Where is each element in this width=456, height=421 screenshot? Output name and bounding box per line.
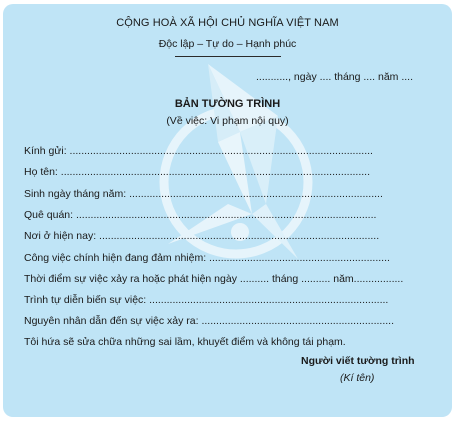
document-title: BẢN TƯỜNG TRÌNH	[174, 98, 281, 110]
document-subtitle: (Về việc: Vi phạm nội quy)	[166, 115, 289, 127]
field-nguyen-nhan: Nguyên nhân dẫn đến sự việc xảy ra: ..................................................................	[24, 315, 395, 327]
field-ho-ten: Họ tên: ..........................................................................................................	[24, 166, 370, 178]
pledge-statement: Tôi hứa sẽ sửa chữa những sai lầm, khuyết điểm và không tái phạm.	[24, 336, 346, 348]
motto: Độc lập – Tự do – Hạnh phúc	[158, 38, 297, 50]
field-sinh-ngay: Sinh ngày tháng năm: .......................................................................................	[24, 188, 383, 200]
field-cong-viec: Công việc chính hiện đang đảm nhiệm: ..............................................................	[24, 252, 390, 264]
nation-header: CỘNG HOÀ XÃ HỘI CHỦ NGHĨA VIỆT NAM	[116, 17, 339, 29]
compass-star-watermark-icon	[148, 54, 323, 304]
field-thoi-diem: Thời điểm sự việc xảy ra hoặc phát hiện ngày .......... tháng .......... năm.................	[24, 273, 404, 285]
form-card	[3, 4, 452, 417]
field-noi-o: Nơi ở hiện nay: ................................................................................................	[24, 230, 380, 242]
signer-label: Người viết tường trình	[301, 355, 415, 367]
date-line: ..........., ngày .... tháng .... năm ....	[256, 71, 413, 83]
field-kinh-gui: Kính gửi: ........................................................................................................	[24, 145, 373, 157]
field-que-quan: Quê quán: .......................................................................................................	[24, 209, 377, 221]
signature-note: (Kí tên)	[340, 372, 375, 384]
motto-underline	[175, 56, 281, 57]
field-trinh-tu: Trình tự diễn biến sự việc: ..................................................................................	[24, 294, 389, 306]
